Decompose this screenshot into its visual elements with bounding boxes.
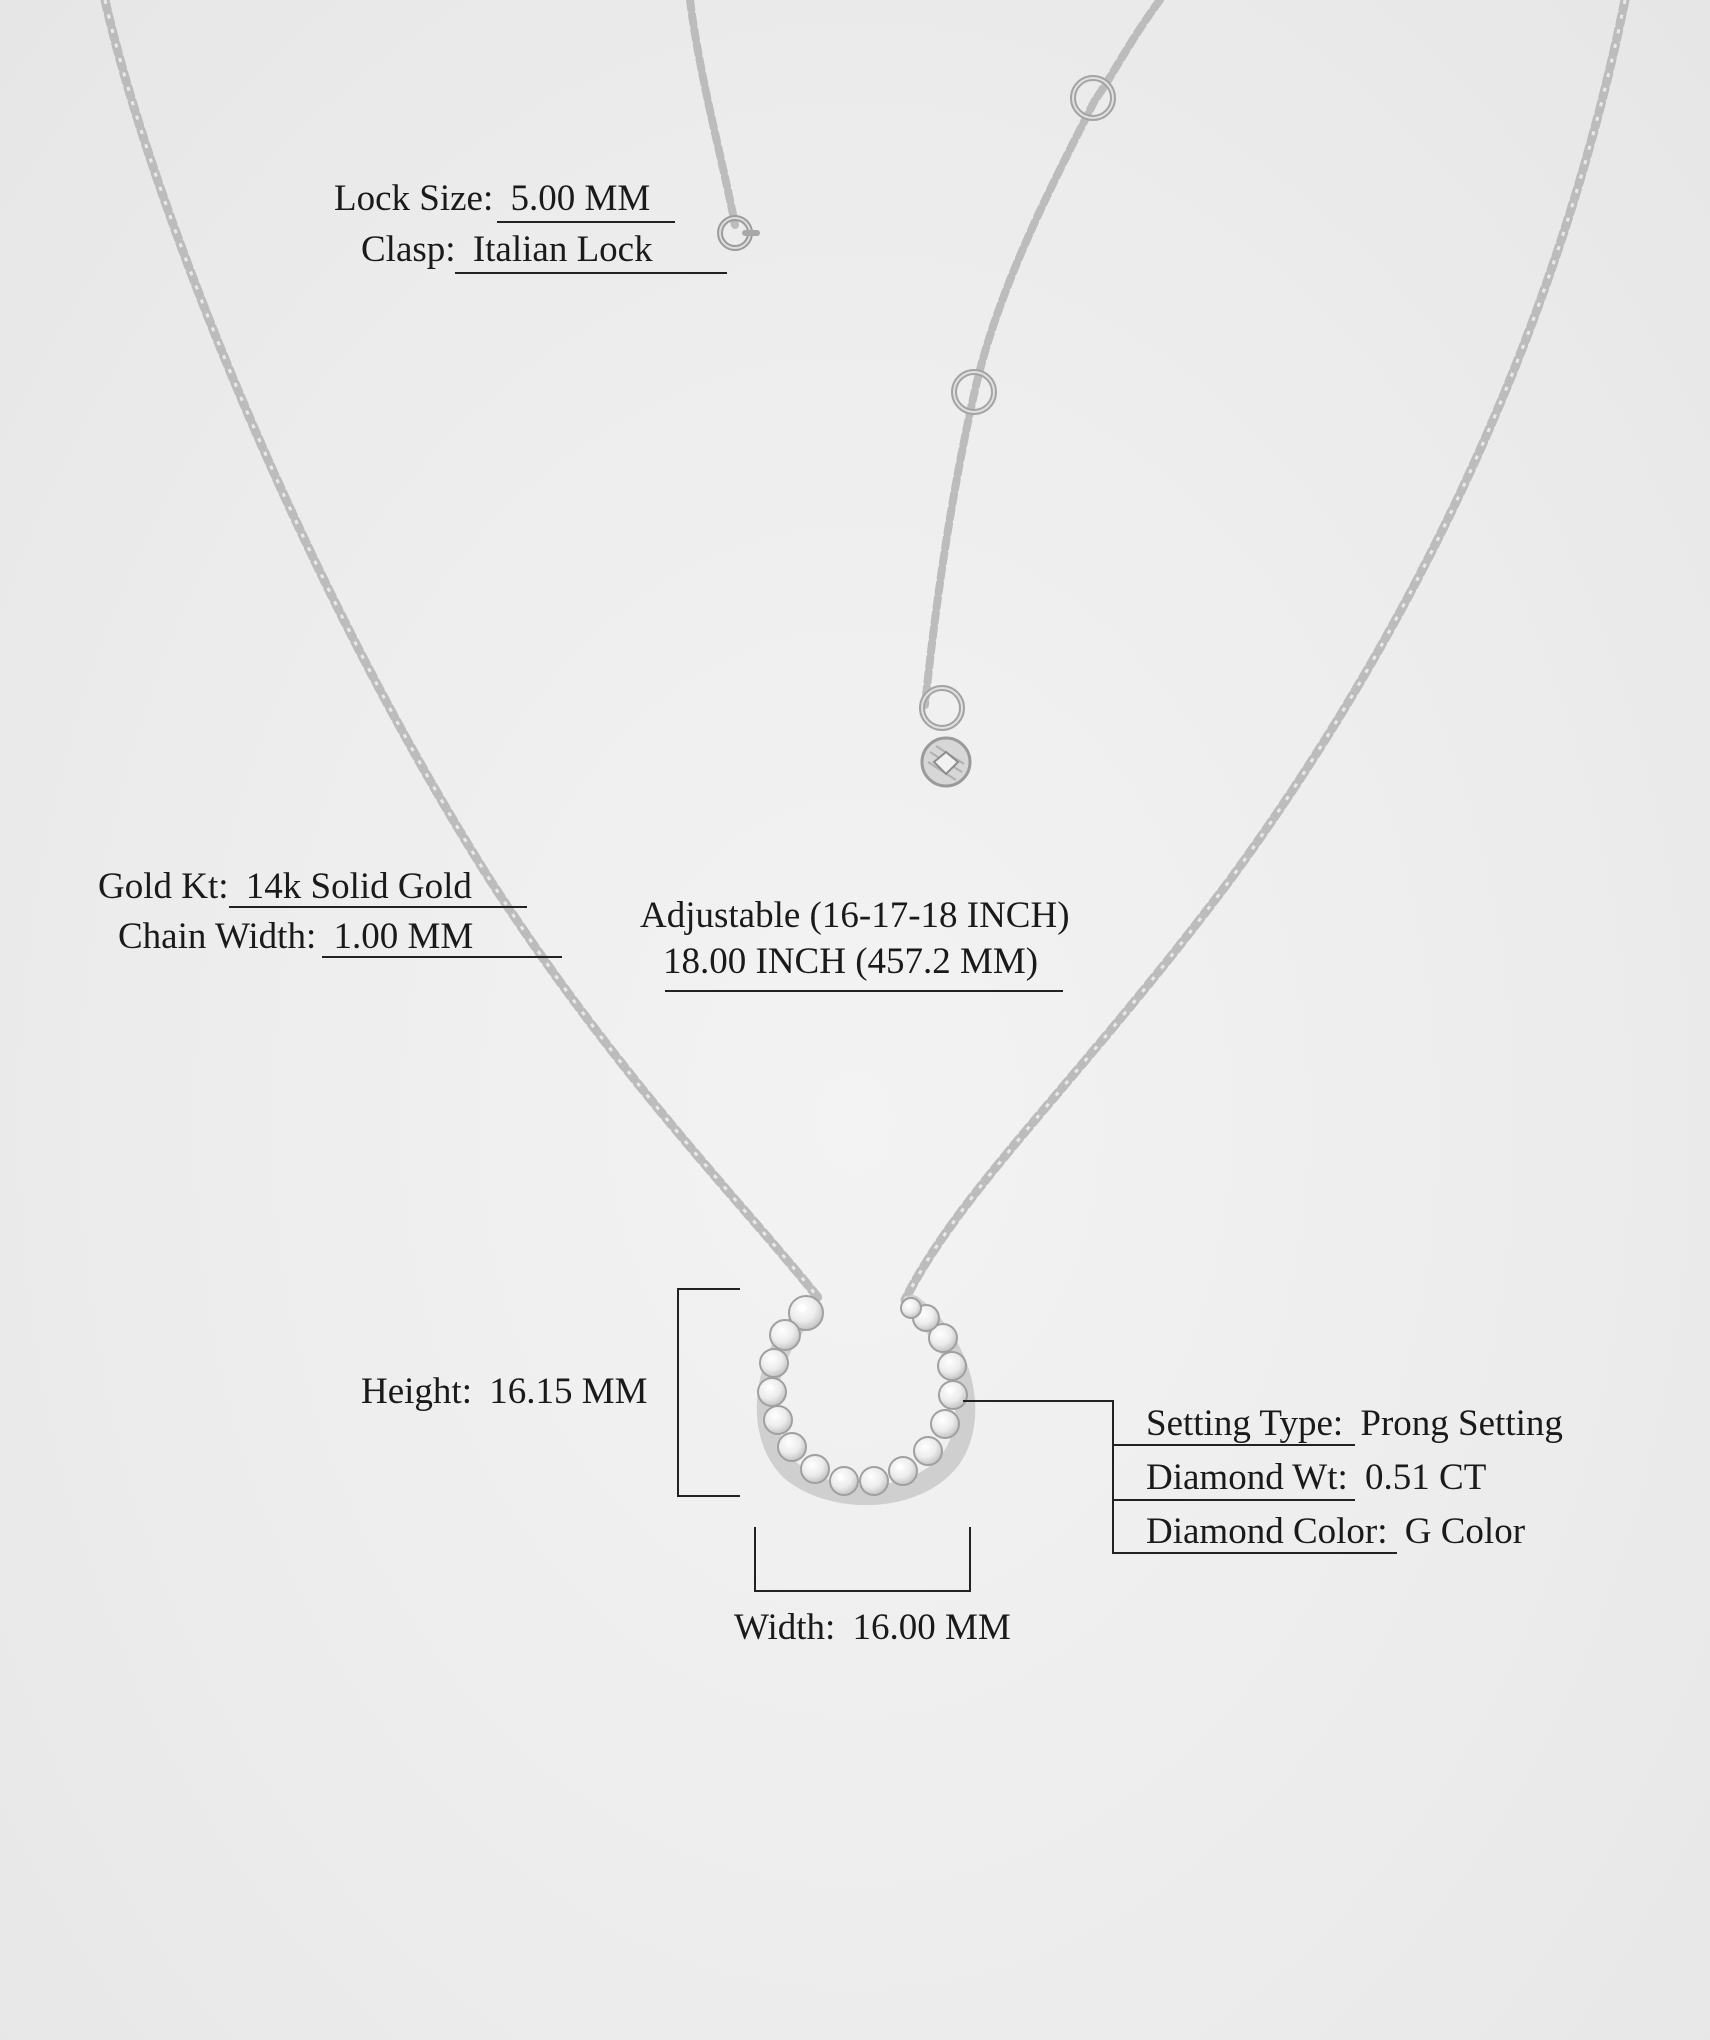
chain-width-label	[118, 918, 473, 955]
diamond-color-label	[1146, 1513, 1525, 1550]
clasp-underline	[455, 272, 727, 274]
lock-size-underline	[497, 221, 675, 223]
gold-kt-label	[98, 868, 472, 905]
specs-leader-vertical	[1112, 1400, 1114, 1553]
clasp-value: Italian Lock	[472, 229, 653, 270]
diamond-wt-label	[1146, 1459, 1486, 1496]
diamond-wt-key: Diamond Wt:	[1146, 1457, 1348, 1498]
setting-type-label	[1146, 1405, 1563, 1442]
length-value-label: 18.00 INCH (457.2 MM)	[663, 941, 1039, 982]
spring-ring-clasp-icon	[720, 218, 760, 248]
height-label	[361, 1373, 648, 1410]
clasp-label	[361, 231, 653, 268]
chain-width-underline	[322, 956, 562, 958]
chain-width-value: 1.00 MM	[333, 916, 474, 957]
clasp-key: Clasp:	[361, 229, 456, 270]
chain-width-key: Chain Width:	[118, 916, 317, 957]
setting-type-value: Prong Setting	[1360, 1403, 1563, 1444]
setting-type-key: Setting Type:	[1146, 1403, 1344, 1444]
chain-right	[905, 0, 1625, 1300]
width-bracket-left	[754, 1527, 756, 1592]
width-value: 16.00 MM	[852, 1607, 1011, 1648]
width-bracket-right	[969, 1527, 971, 1592]
diamond-wt-underline	[1112, 1499, 1355, 1501]
width-key: Width:	[734, 1607, 836, 1648]
specs-leader-line	[963, 1400, 1113, 1402]
length-underline	[665, 990, 1063, 992]
gold-kt-underline	[229, 906, 527, 908]
lock-size-key: Lock Size:	[334, 178, 494, 219]
diamond-color-underline	[1112, 1552, 1397, 1554]
height-bracket-top	[677, 1288, 740, 1290]
lock-size-value: 5.00 MM	[510, 178, 651, 219]
chain-extender	[925, 0, 1160, 705]
gold-kt-key: Gold Kt:	[98, 866, 229, 907]
diamond-wt-value: 0.51 CT	[1365, 1457, 1487, 1498]
width-label	[734, 1609, 1011, 1646]
chain-clasp-end	[690, 0, 735, 225]
height-bracket-bottom	[677, 1495, 740, 1497]
height-key: Height:	[361, 1371, 472, 1412]
gold-kt-value: 14k Solid Gold	[245, 866, 472, 907]
extender-ring-3	[922, 688, 962, 728]
logo-tag-icon	[922, 738, 970, 786]
diamond-color-key: Diamond Color:	[1146, 1511, 1388, 1552]
diamond-color-value: G Color	[1404, 1511, 1526, 1552]
adjustable-length-label: Adjustable (16-17-18 INCH)	[640, 895, 1070, 936]
setting-type-underline	[1112, 1444, 1355, 1446]
height-value: 16.15 MM	[489, 1371, 648, 1412]
lock-size-label	[334, 180, 650, 217]
width-bracket-bottom	[754, 1590, 971, 1592]
height-bracket-side	[677, 1288, 679, 1495]
horseshoe-diamond-pendant-icon	[758, 1296, 967, 1495]
